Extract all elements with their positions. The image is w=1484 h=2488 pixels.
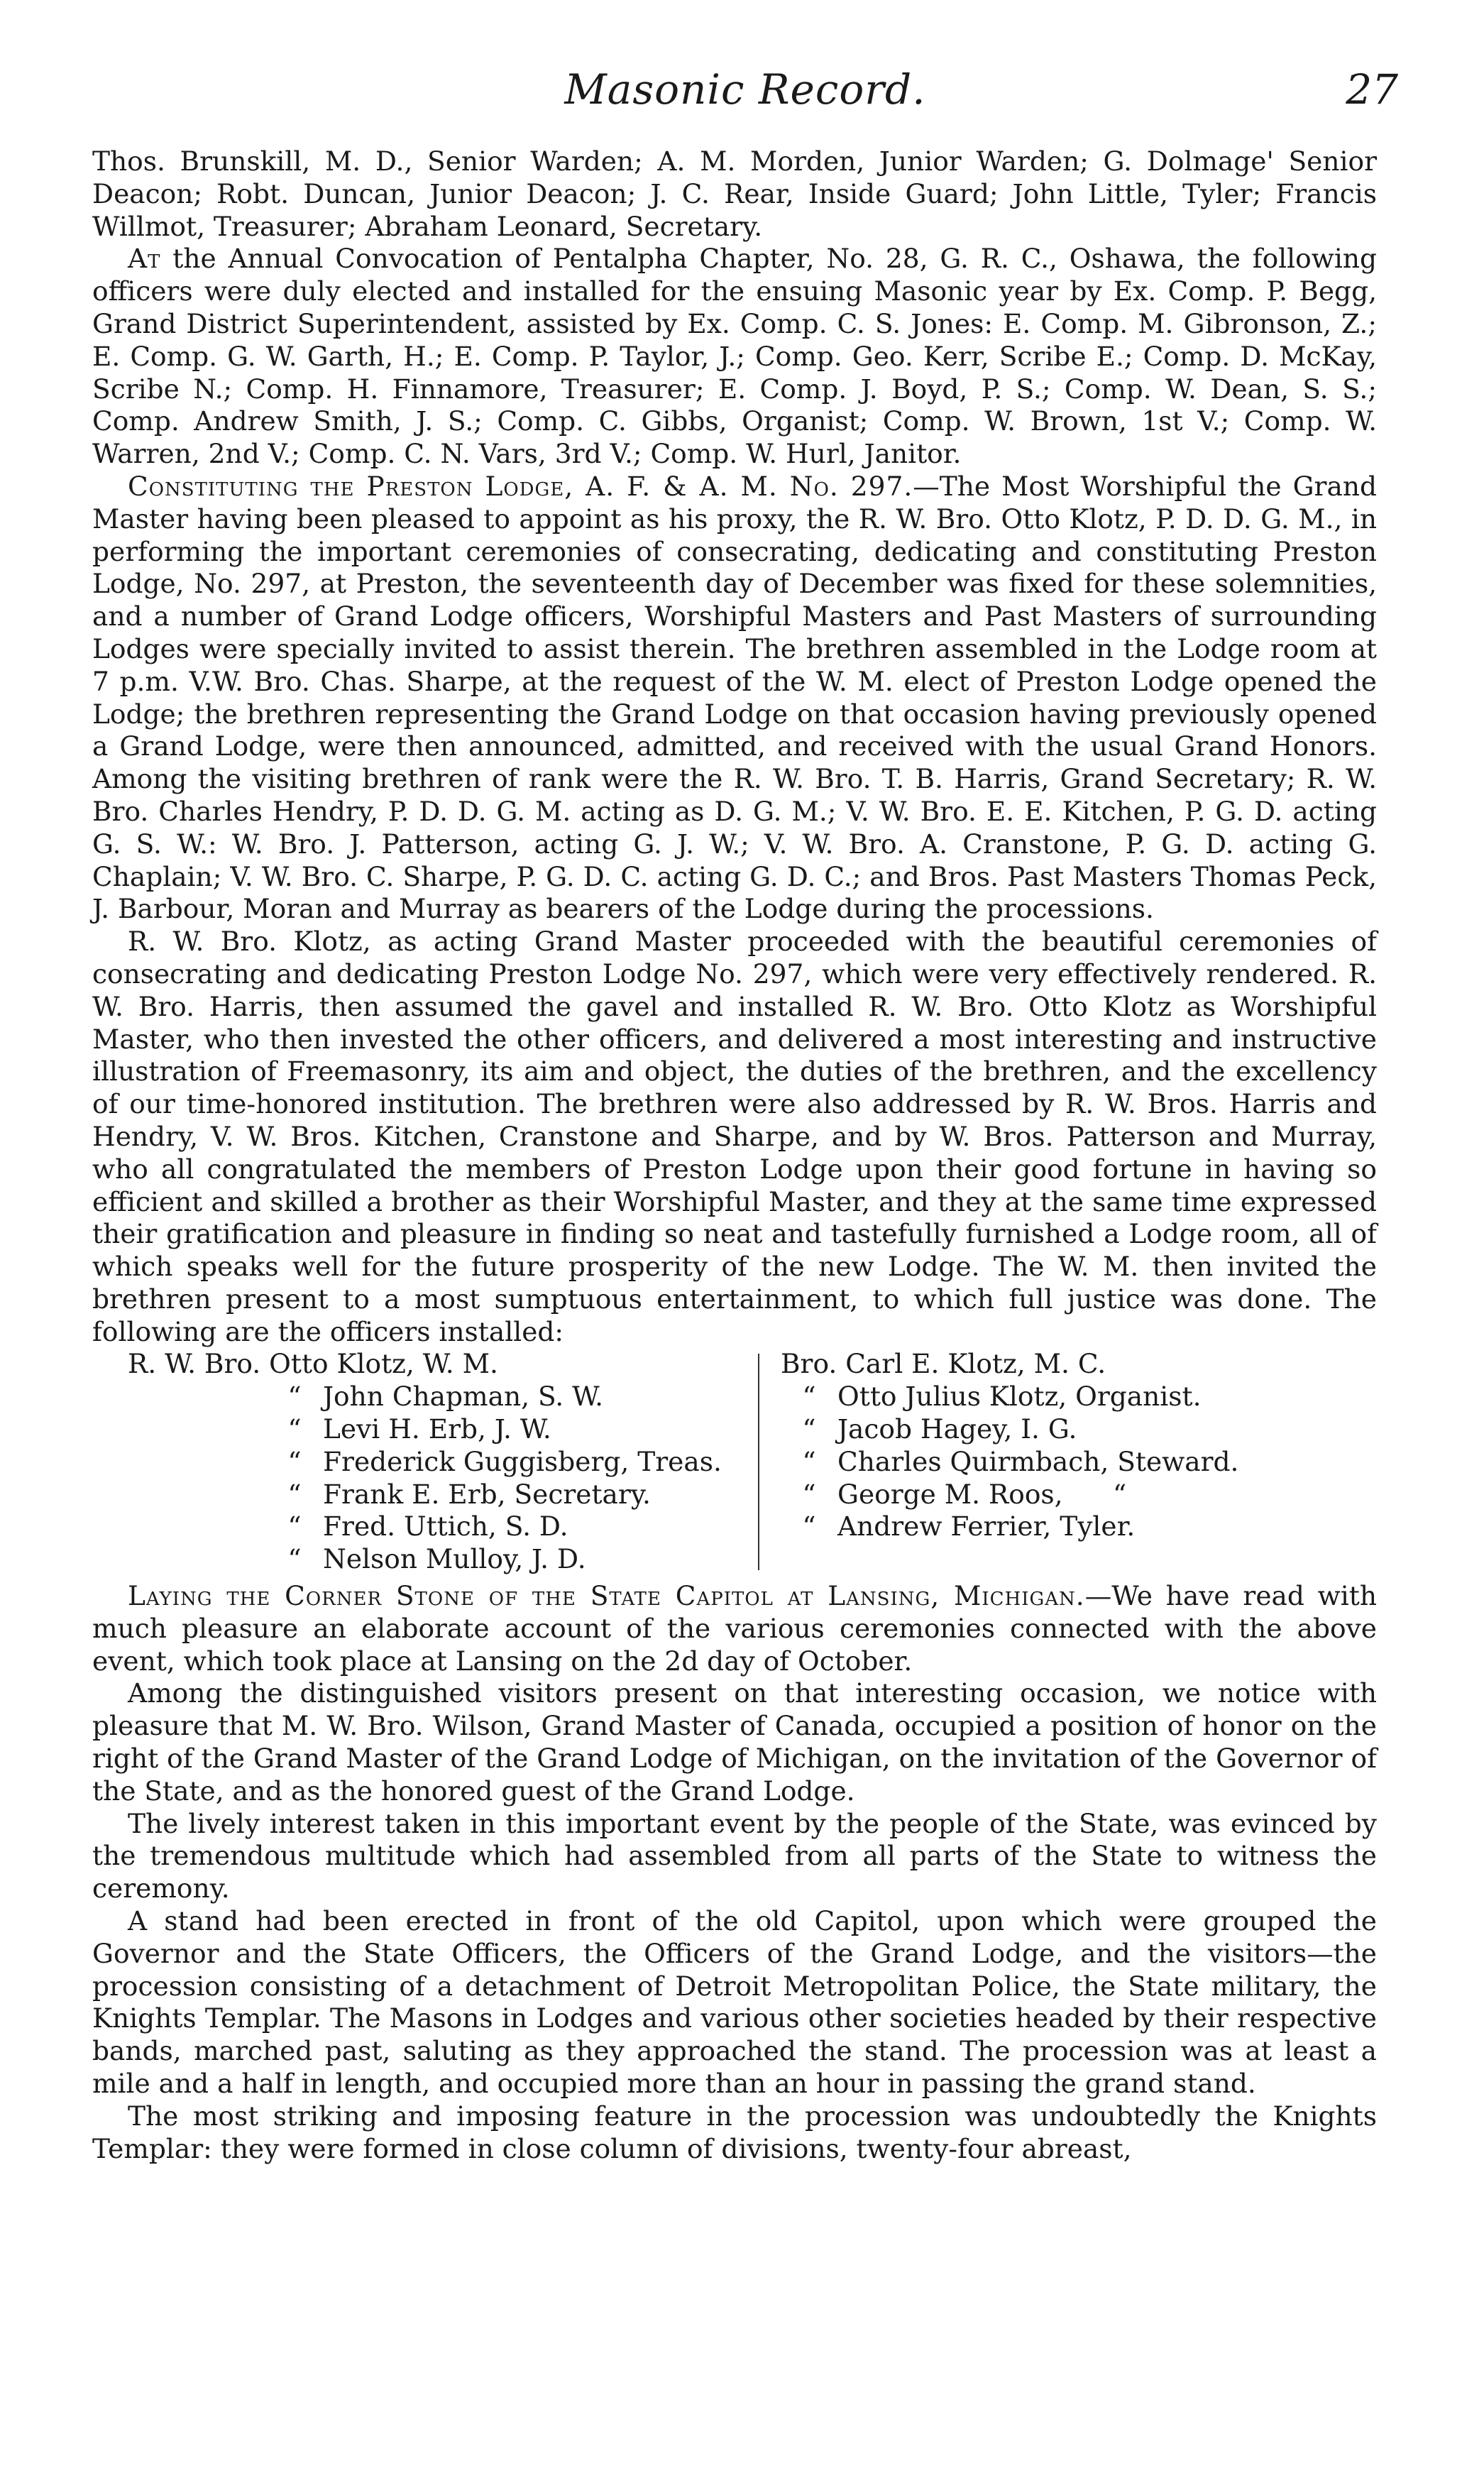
running-title: Masonic Record. xyxy=(564,65,926,114)
ditto-mark: “ xyxy=(287,1381,302,1413)
list-item: “ Fred. Uttich, S. D. xyxy=(128,1511,745,1543)
list-item: Bro. Carl E. Klotz, M. C. xyxy=(781,1348,1106,1380)
paragraph-stand-procession: A stand had been erected in front of the old Capitol, upon which were grouped the Governor and the State Officers, the Officers of the Grand Lodge, and the visitors—the procession consisting of a detachment of Detroit Metropolitan Police, the State military, the Knights Templar. The Masons in Lodges and various other societies headed by their respective bands, marched past, saluting as they approached the stand. The procession was at least a mile and a half in length, and occupied more than an hour in passing the grand stand. xyxy=(92,1905,1377,2100)
list-item: “ John Chapman, S. W. xyxy=(128,1381,745,1413)
article-body xyxy=(92,146,1377,2165)
page-header xyxy=(92,65,1398,129)
ditto-mark: “ xyxy=(287,1478,302,1510)
ditto-mark: “ xyxy=(802,1445,816,1477)
paragraph-text: the Annual Convocation of Pentalpha Chapter, No. 28, G. R. C., Oshawa, the following officers were duly elected and installed for the ensuing Masonic year by Ex. Comp. P. Begg, Grand District Superintendent, assisted by Ex. Comp. C. S. Jones: E. Comp. M. Gibronson, Z.; E. Comp. G. W. Garth, H.; E. Comp. P. Taylor, J.; Comp. Geo. Kerr, Scribe E.; Comp. D. McKay, Scribe N.; Comp. H. Finnamore, Treasurer; E. Comp. J. Boyd, P. S.; Comp. W. Dean, S. S.; Comp. Andrew Smith, J. S.; Comp. C. Gibbs, Organist; Comp. W. Brown, 1st V.; Comp. W. Warren, 2nd V.; Comp. C. N. Vars, 3rd V.; Comp. W. Hurl, Janitor. xyxy=(92,243,1377,470)
paragraph-lead: At xyxy=(128,243,161,275)
ditto-mark: “ xyxy=(802,1381,816,1413)
paragraph-knights-templar: The most striking and imposing feature in the procession was undoubtedly the Knights Templar: they were formed in close column of divisions, twenty-four abreast, xyxy=(92,2100,1377,2164)
paragraph-text: —The Most Worshipful the Grand Master having been pleased to appoint as his proxy, the R. W. Bro. Otto Klotz, P. D. D. G. M., in performing the important ceremonies of consecrating, dedicating and constituting Preston Lodge, No. 297, at Preston, the seventeenth day of December was fixed for these solemnities, and a number of Grand Lodge officers, Worshipful Masters and Past Masters of surrounding Lodges were specially invited to assist therein. The brethren assembled in the Lodge room at 7 p.m. V.W. Bro. Chas. Sharpe, at the request of the W. M. elect of Preston Lodge opened the Lodge; the brethren representing the Grand Lodge on that occasion having previously opened a Grand Lodge, were then announced, admitted, and received with the usual Grand Honors. Among the visiting brethren of rank were the R. W. Bro. T. B. Harris, Grand Secretary; R. W. Bro. Charles Hendry, P. D. D. G. M. acting as D. G. M.; V. W. Bro. E. E. Kitchen, P. G. D. acting G. S. W.: W. Bro. J. Patterson, acting G. J. W.; V. W. Bro. A. Cranstone, P. G. D. acting G. Chaplain; V. W. Bro. C. Sharpe, P. G. D. C. acting G. D. C.; and Bros. Past Masters Thomas Peck, J. Barbour, Moran and Murray as bearers of the Lodge during the processions. xyxy=(92,470,1377,925)
ditto-mark: “ xyxy=(802,1511,816,1542)
ditto-mark: “ xyxy=(287,1543,302,1575)
list-item: “ Nelson Mulloy, J. D. xyxy=(128,1543,745,1576)
column-divider xyxy=(758,1354,761,1570)
list-item: “ Andrew Ferrier, Tyler. xyxy=(781,1511,1377,1543)
ditto-mark: “ xyxy=(287,1445,302,1477)
list-item: R. W. Bro. Otto Klotz, W. M. xyxy=(128,1348,498,1380)
paragraph-lodge-officers: Thos. Brunskill, M. D., Senior Warden; A. M. Morden, Junior Warden; G. Dolmage' Senior Deacon; Robt. Duncan, Junior Deacon; J. C. Rear, Inside Guard; John Little, Tyler; Francis Willmot, Treasurer; Abraham Leonard, Secretary. xyxy=(92,146,1377,242)
section-heading-preston: Constituting the Preston Lodge, A. F. & A. M. No. 297. xyxy=(128,470,913,502)
officers-installed-list xyxy=(92,1348,1377,1576)
paragraph-lively-interest: The lively interest taken in this important event by the people of the State, was evinced by the tremendous multitude which had assembled from all parts of the State to witness the ceremony. xyxy=(92,1807,1377,1905)
paragraph-klotz-ceremonies: R. W. Bro. Klotz, as acting Grand Master proceeded with the beautiful ceremonies of consecrating and dedicating Preston Lodge No. 297, which were very effectively rendered. R. W. Bro. Harris, then assumed the gavel and installed R. W. Bro. Otto Klotz as Worshipful Master, who then invested the other officers, and delivered a most interesting and instructive illustration of Freemasonry, its aim and object, the duties of the brethren, and the excellency of our time-honored institution. The brethren were also addressed by R. W. Bros. Harris and Hendry, V. W. Bros. Kitchen, Cranstone and Sharpe, and by W. Bros. Patterson and Murray, who all congratulated the members of Preston Lodge upon their good fortune in having so efficient and skilled a brother as their Worshipful Master, and they at the same time expressed their gratification and pleasure in finding so neat and tastefully furnished a Lodge room, all of which speaks well for the future prosperity of the new Lodge. The W. M. then invited the brethren present to a most sumptuous entertainment, to which full justice was done. The following are the officers installed: xyxy=(92,926,1377,1347)
list-item: “ Frederick Guggisberg, Treas. xyxy=(128,1446,745,1479)
paragraph-pentalpha-chapter xyxy=(92,243,1377,471)
ditto-mark: “ xyxy=(802,1478,816,1510)
list-item: “ Jacob Hagey, I. G. xyxy=(781,1413,1377,1446)
officers-left-column xyxy=(92,1348,745,1576)
list-item: “ Frank E. Erb, Secretary. xyxy=(128,1479,745,1511)
paragraph-lansing-capitol xyxy=(92,1580,1377,1677)
officers-right-column xyxy=(774,1348,1377,1576)
ditto-mark: “ xyxy=(287,1511,302,1542)
list-item: “ Charles Quirmbach, Steward. xyxy=(781,1446,1377,1479)
list-item: “ Otto Julius Klotz, Organist. xyxy=(781,1381,1377,1413)
ditto-mark: “ xyxy=(1112,1478,1127,1510)
list-item: “ George M. Roos, “ xyxy=(781,1479,1377,1511)
ditto-mark: “ xyxy=(287,1413,302,1445)
paragraph-distinguished-visitors: Among the distinguished visitors present on that interesting occasion, we notice with pleasure that M. W. Bro. Wilson, Grand Master of Canada, occupied a position of honor on the right of the Grand Master of the Grand Lodge of Michigan, on the invitation of the Governor of the State, and as the honored guest of the Grand Lodge. xyxy=(92,1677,1377,1807)
paragraph-preston-lodge xyxy=(92,471,1377,926)
page-number: 27 xyxy=(1346,65,1398,114)
paragraph-text: —We have read with much pleasure an elaborate account of the various ceremonies connected with the above event, which took place at Lansing on the 2d day of October. xyxy=(92,1580,1377,1677)
list-item: “ Levi H. Erb, J. W. xyxy=(128,1413,745,1446)
ditto-mark: “ xyxy=(802,1413,816,1445)
section-heading-lansing: Laying the Corner Stone of the State Capitol at Lansing, Michigan. xyxy=(128,1580,1085,1612)
